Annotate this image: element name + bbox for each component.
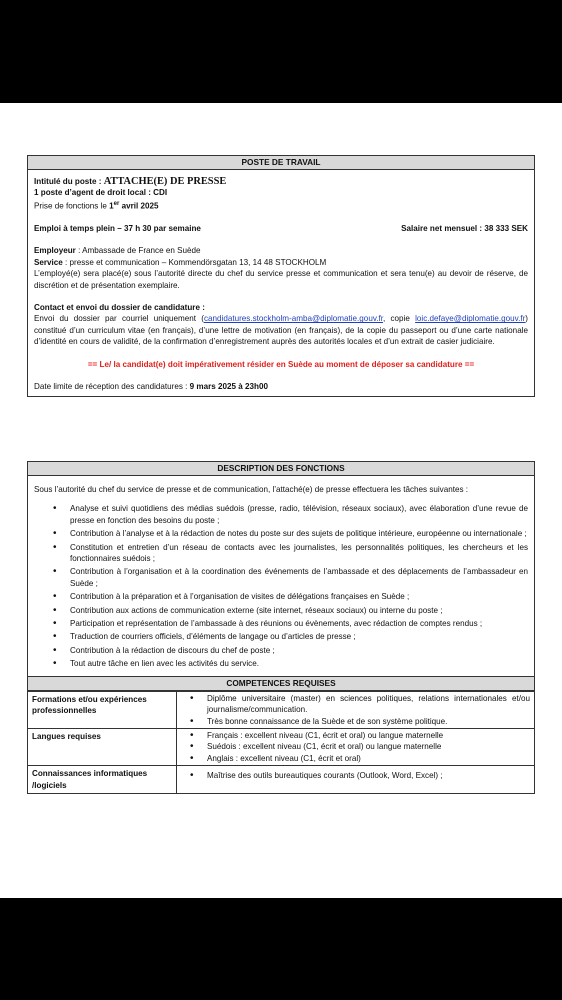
skills-label: Connaissances informatiques /logiciels <box>28 766 177 793</box>
start-rest: avril 2025 <box>119 201 159 211</box>
duties-header: DESCRIPTION DES FONCTIONS <box>28 462 534 476</box>
list-item: • Très bonne connaissance de la Suède et de son système politique. <box>207 716 530 727</box>
table-row <box>28 728 534 765</box>
employer-line <box>34 245 528 256</box>
document-page <box>0 103 562 898</box>
contact-post: ) constitué d’un curriculum vitae (en français), d’une lettre de motivation (en français), de la copie du passeport ou d’une carte nationale d’identité en cours de validité, de la confirmation d’enregistrement auprès des autorités locales et d’un extrait de casier judiciaire. <box>34 314 528 347</box>
list-item: • Contribution à la préparation et à l’organisation de visites de délégations françaises en Suède ; <box>70 591 528 602</box>
deadline-line <box>34 381 528 392</box>
skills-label: Formations et/ou expériences professionnelles <box>28 691 177 728</box>
start-sup: er <box>113 200 120 207</box>
start-date-line <box>34 199 528 212</box>
employment-type: Emploi à temps plein – 37 h 30 par semaine <box>34 223 201 233</box>
residence-warning: == Le/ la candidat(e) doit impérativement résider en Suède au moment de déposer sa candidature == <box>87 359 475 369</box>
job-position-header: POSTE DE TRAVAIL <box>28 156 534 170</box>
service-value: : presse et communication – Kommendörsgatan 13, 14 48 STOCKHOLM <box>62 257 327 267</box>
list-item: • Traduction de courriers officiels, d’éléments de langage ou d’articles de presse ; <box>70 631 528 642</box>
skills-label: Langues requises <box>28 728 177 765</box>
list-item: • Contribution à la rédaction de discours du chef de poste ; <box>70 645 528 656</box>
service-line <box>34 257 528 268</box>
salary: Salaire net mensuel : 38 333 SEK <box>401 223 528 233</box>
deadline-label: Date limite de réception des candidatures : <box>34 381 190 391</box>
list-item: • Suédois : excellent niveau (C1, écrit et oral) ou langue maternelle <box>207 741 530 752</box>
job-position-section <box>27 155 535 397</box>
list-item: • Contribution aux actions de communication externe (site internet, réseaux sociaux) ou interne du poste ; <box>70 605 528 616</box>
table-row <box>28 691 534 728</box>
deadline-value: 9 mars 2025 à 23h00 <box>189 381 268 391</box>
contact-heading: Contact et envoi du dossier de candidature : <box>34 302 205 312</box>
list-item: • Constitution et entretien d’un réseau de contacts avec les journalistes, les personnalités politiques, les chercheurs et les fonctionnaires suédois ; <box>70 542 528 565</box>
list-item: • Participation et représentation de l’ambassade à des réunions ou évènements, avec rédaction de comptes rendus ; <box>70 618 528 629</box>
list-item: • Maîtrise des outils bureautiques courants (Outlook, Word, Excel) ; <box>207 770 530 781</box>
job-title-label: Intitulé du poste : <box>34 177 102 186</box>
contact-pre: Envoi du dossier par courriel uniquement ( <box>34 314 204 324</box>
duties-list <box>34 503 528 669</box>
job-title: ATTACHE(E) DE PRESSE <box>103 176 227 187</box>
contact-text <box>34 313 528 347</box>
duties-section <box>27 461 535 794</box>
list-item: • Anglais : excellent niveau (C1, écrit et oral) <box>207 753 530 764</box>
list-item: • Français : excellent niveau (C1, écrit et oral) ou langue maternelle <box>207 730 530 741</box>
employment-salary-row <box>34 223 528 234</box>
contact-mid: , copie <box>383 314 416 324</box>
list-item: • Contribution à l’organisation et à la coordination des événements de l’ambassade et des déplacements de l’ambassadeur en Suède ; <box>70 566 528 589</box>
email-candidatures-link[interactable]: candidatures.stockholm-amba@diplomatie.gouv.fr <box>203 314 384 324</box>
service-label: Service <box>34 257 63 267</box>
duties-intro: Sous l’autorité du chef du service de presse et de communication, l’attaché(e) de presse effectuera les tâches suivantes : <box>34 485 469 494</box>
list-item: • Contribution à l’analyse et à la rédaction de notes du poste sur des sujets de politique intérieure, européenne ou internationale ; <box>70 528 528 539</box>
start-prefix: Prise de fonctions le <box>34 201 110 211</box>
email-defaye-link[interactable]: loic.defaye@diplomatie.gouv.fr <box>415 314 526 324</box>
skills-header: COMPETENCES REQUISES <box>28 676 534 691</box>
start-day: 1 <box>109 201 114 211</box>
list-item: • Tout autre tâche en lien avec les activités du service. <box>70 658 528 669</box>
authority-text: L’employé(e) sera placé(e) sous l’autorité directe du chef du service presse et communication et sera tenu(e) au devoir de réserve, de discrétion et de présentation exemplaire. <box>34 269 528 290</box>
contract-line: 1 poste d’agent de droit local : CDI <box>34 188 168 198</box>
employer-value: : Ambassade de France en Suède <box>75 246 201 256</box>
job-title-line <box>34 176 528 187</box>
table-row <box>28 766 534 793</box>
list-item: • Analyse et suivi quotidiens des médias suédois (presse, radio, télévision, réseaux sociaux), avec élaboration d’une revue de presse en fonction des besoins du poste ; <box>70 503 528 526</box>
skills-table <box>28 691 534 793</box>
employer-label: Employeur <box>34 246 76 256</box>
list-item: • Diplôme universitaire (master) en sciences politiques, relations internationales et/ou journalisme/communication. <box>207 693 530 716</box>
